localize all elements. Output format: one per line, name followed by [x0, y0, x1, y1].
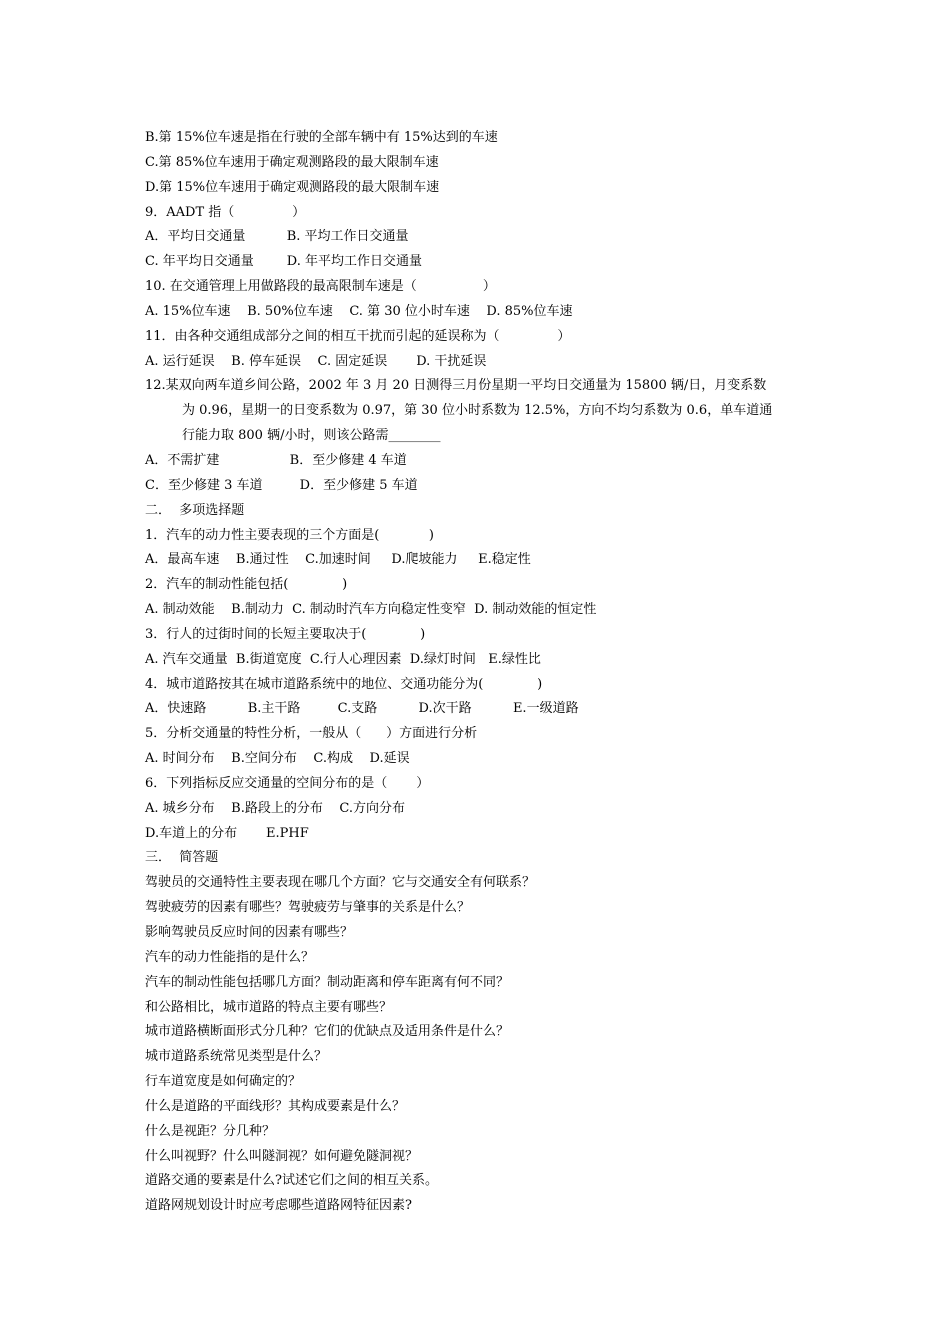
text-line: 什么叫视野？什么叫隧洞视？如何避免隧洞视？ — [145, 1148, 419, 1164]
text-line: D.第 15%位车速用于确定观测路段的最大限制车速 — [145, 179, 440, 195]
document-body — [145, 126, 815, 1219]
text-line: 驾驶员的交通特性主要表现在哪几个方面？它与交通安全有何联系？ — [145, 875, 536, 891]
text-line: 2．汽车的制动性能包括( ) — [145, 577, 348, 593]
text-line: 为 0.96，星期一的日变系数为 0.97，第 30 位小时系数为 12.5%，方向不均匀系数为 0.6，单车道通 — [182, 403, 773, 419]
text-line: 行能力取 800 辆/小时，则该公路需________ — [182, 428, 441, 444]
text-line: A．快速路 B.主干路 C.支路 D.次干路 E.一级道路 — [145, 701, 579, 717]
text-line: 4．城市道路按其在城市道路系统中的地位、交通功能分为( ) — [145, 676, 543, 692]
text-line: 12.某双向两车道乡间公路，2002 年 3 月 20 日测得三月份星期一平均日交通量为 15800 辆/日，月变系数 — [145, 378, 767, 394]
text-line: 1．汽车的动力性主要表现的三个方面是( ) — [145, 527, 435, 543]
text-line: 9．AADT 指（ ） — [145, 204, 306, 220]
text-line: 和公路相比，城市道路的特点主要有哪些？ — [145, 999, 393, 1015]
text-line: A．最高车速 B.通过性 C.加速时间 D.爬坡能力 E.稳定性 — [145, 552, 531, 568]
text-line: 3．行人的过街时间的长短主要取决于( ) — [145, 626, 426, 642]
text-line: 城市道路系统常见类型是什么？ — [145, 1049, 328, 1065]
text-line: 影响驾驶员反应时间的因素有哪些？ — [145, 925, 354, 940]
text-line: 6．下列指标反应交通量的空间分布的是（ ） — [145, 775, 430, 791]
text-line: 三． 简答题 — [145, 850, 219, 866]
text-line: C. 年平均日交通量 D. 年平均工作日交通量 — [145, 254, 423, 270]
text-line: A. 城乡分布 B.路段上的分布 C.方向分布 — [145, 800, 406, 816]
text-line: 什么是道路的平面线形？其构成要素是什么？ — [145, 1098, 406, 1114]
text-line: A. 制动效能 B.制动力 C. 制动时汽车方向稳定性变窄 D. 制动效能的恒定性 — [145, 602, 597, 618]
text-line: 道路网规划设计时应考虑哪些道路网特征因素? — [145, 1198, 412, 1214]
text-line: 11．由各种交通组成部分之间的相互干扰而引起的延误称为（ ） — [145, 328, 571, 344]
text-line: 5．分析交通量的特性分析，一般从（ ）方面进行分析 — [145, 726, 478, 742]
text-line: 10. 在交通管理上用做路段的最高限制车速是（ ） — [145, 279, 496, 295]
text-line: A．不需扩建 B．至少修建 4 车道 — [145, 452, 407, 468]
text-line: 行车道宽度是如何确定的？ — [145, 1074, 302, 1090]
text-line: A．平均日交通量 B. 平均工作日交通量 — [145, 229, 409, 245]
text-line: A. 时间分布 B.空间分布 C.构成 D.延误 — [145, 751, 410, 767]
text-line: B.第 15%位车速是指在行驶的全部车辆中有 15%达到的车速 — [145, 130, 498, 145]
text-line: C．至少修建 3 车道 D．至少修建 5 车道 — [145, 477, 418, 493]
text-line: 汽车的动力性能指的是什么？ — [145, 949, 315, 965]
text-line: A. 15%位车速 B. 50%位车速 C. 第 30 位小时车速 D. 85%位车速 — [145, 303, 573, 319]
text-line: A. 运行延误 B. 停车延误 C. 固定延误 D. 干扰延误 — [145, 353, 487, 369]
text-line: 什么是视距？分几种？ — [145, 1123, 276, 1139]
text-line: C.第 85%位车速用于确定观测路段的最大限制车速 — [145, 154, 439, 170]
text-line: D.车道上的分布 E.PHF — [145, 825, 309, 841]
text-line: A. 汽车交通量 B.街道宽度 C.行人心理因素 D.绿灯时间 E.绿性比 — [145, 651, 541, 667]
text-line: 城市道路横断面形式分几种？它们的优缺点及适用条件是什么？ — [145, 1024, 510, 1040]
text-line: 道路交通的要素是什么?试述它们之间的相互关系。 — [145, 1173, 438, 1189]
text-line: 驾驶疲劳的因素有哪些？驾驶疲劳与肇事的关系是什么？ — [145, 900, 471, 916]
text-line: 二． 多项选择题 — [145, 502, 245, 518]
text-line: 汽车的制动性能包括哪几方面？制动距离和停车距离有何不同？ — [145, 974, 510, 990]
